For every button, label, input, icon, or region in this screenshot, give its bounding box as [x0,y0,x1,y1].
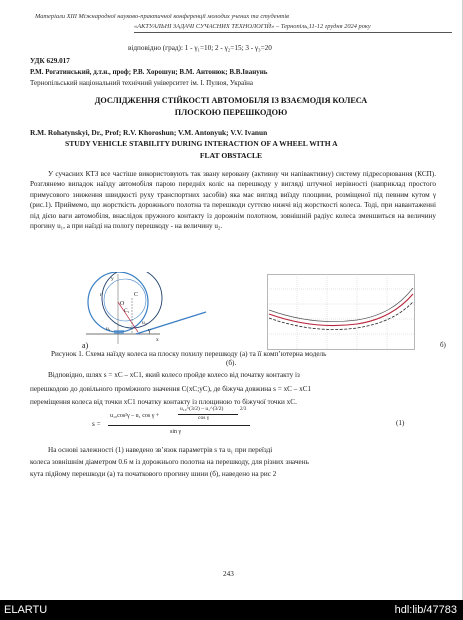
figure-a-label-C: C [134,292,139,298]
paragraph-1: У сучасних КТЗ все частіше використовують так звану керовану (активну чи напівактивну) систему підресорювання (КСП). Розглянемо випадок наїзду автомобіля парою передніх коліс на перешкоду у вигляді штучної нерівності (наприклад простого примусового зниження швидкості руху транспортних засобів) яка має вигляд виїзду площини, розміщеної під певним кутом γ (рис.1). Приймемо, що жорсткість дорожнього полотна та перешкоди суттєво нижчі від жорсткості колеса. Тоді, при навантаженні під дією ваги автомобіля, внаслідок пружного контакту із дорожнім полотном, зовнішній радіус колеса зменшиться на величину прогину u₁, а при наїзді на пологу перешкоду - на величину u₂. [30,170,436,231]
udk-code: УДК 629.017 [30,57,70,65]
figure-a-label-u2: u₂ [142,320,147,326]
footer-repository-name: ELARTU [4,604,48,616]
figure-a-label-gamma: γ [148,328,151,334]
footer-handle-link[interactable]: hdl:lib/47783 [394,604,457,616]
header-underline [134,32,452,33]
title-en-line2: FLAT OBSTACLE [199,151,263,160]
repository-footer-bar [0,600,463,620]
paragraph-2-line2: перешкодою до довільного проміжного значення C(xC;yC), де біжуча довжина s = xC – xC1 [30,385,312,393]
figure-a-label-r: r [100,292,102,298]
equation-numerator-left: u₁₀cos²γ – u₁ cos γ + [110,413,160,419]
figure-a-wheel-inner [104,279,146,321]
equation-number: (1) [396,419,405,427]
conference-header-line2: «АКТУАЛЬНІ ЗАДАЧІ СУЧАСНИХ ТЕХНОЛОГІЙ» – Тернопіль,11-12 грудня 2024 року [134,23,371,30]
paragraph-2-line3: переміщення колеса від точки xC1 початку контакту із площиною то біжучої точки xC. [30,398,297,406]
figure-a-label-a: а) [82,341,89,350]
figure-a-contact-patch [114,330,124,334]
authors-en: R.M. Rohatynskyi, Dr., Prof; R.V. Khoroshun; V.M. Antonyuk; V.V. Ivanun [30,128,268,137]
figure-a-label-C1: C₁ [124,308,130,314]
equation-denominator: sin γ [170,429,182,435]
figure-b-label: б) [440,341,446,349]
paragraph-3-line3: кута підйому перешкоди (а) та початкового прогину шини (б), наведено на рис 2 [30,470,277,478]
equation-lhs: s = [92,420,101,428]
document-page [8,6,454,594]
figure-a-label-u1: u₁ [106,326,111,332]
paragraph-2-line1: Відповідно, шлях s = xC – xC1, який колесо пройде колесо від початку контакту із [48,371,300,379]
top-caption: відповідно (град): 1 - γ₁=10; 2 - γ₂=15; 3 - γ₃=20 [128,44,272,52]
figure-a-label-x: x [156,337,159,343]
figure-caption-line1: Рисунок 1. Схема наїзду колеса на плоску похилу перешкоду (а) та її комп’ютерна модель [51,350,327,358]
page-number: 243 [223,570,234,578]
title-ua-line2: ПЛОСКОЮ ПЕРЕШКОДОЮ [174,108,288,117]
figure-b-computer-model [267,274,415,350]
paragraph-3-line2: колеса зовнішнім діаметром 0.6 м із дорожнього полотна на перешкоду, для різних значень [30,458,309,466]
equation-numerator-power: 2/3 [240,407,247,412]
title-en-line1: STUDY VEHICLE STABILITY DURING INTERACTION OF A WHEEL WITH A [65,139,338,148]
figure-caption-line2: (б). [226,359,237,367]
figure-a-label-y: y [111,276,114,282]
equation-numerator-frac-bot: cos γ [198,415,210,421]
figure-a-label-O: O [120,301,125,307]
equation-numerator-frac-top: u₁₀^(3/2) – u₁^(3/2) [180,406,224,412]
title-ua-line1: ДОСЛІДЖЕННЯ СТІЙКОСТІ АВТОМОБІЛЯ ІЗ ВЗАЄМОДІЯ КОЛЕСА [94,96,368,105]
conference-header-line1: Матеріали XIII Міжнародної науково-практичної конференції молодих учених та студентів [35,13,289,20]
affiliation-ua: Тернопільський національний технічний університет ім. І. Пулюя, Україна [30,79,254,87]
equation-main-fraction-bar [108,425,250,426]
paragraph-3-line1: На основі залежності (1) наведено зв’язок параметрів s та u₁ при переїзді [48,446,273,454]
authors-ua: Р.М. Рогатинський, д.т.н., проф; Р.В. Хорошун; В.М. Антонюк; В.В.Іванунь [30,68,268,76]
equation-1 [80,407,420,443]
figure-a-wheel-scheme [80,272,208,352]
